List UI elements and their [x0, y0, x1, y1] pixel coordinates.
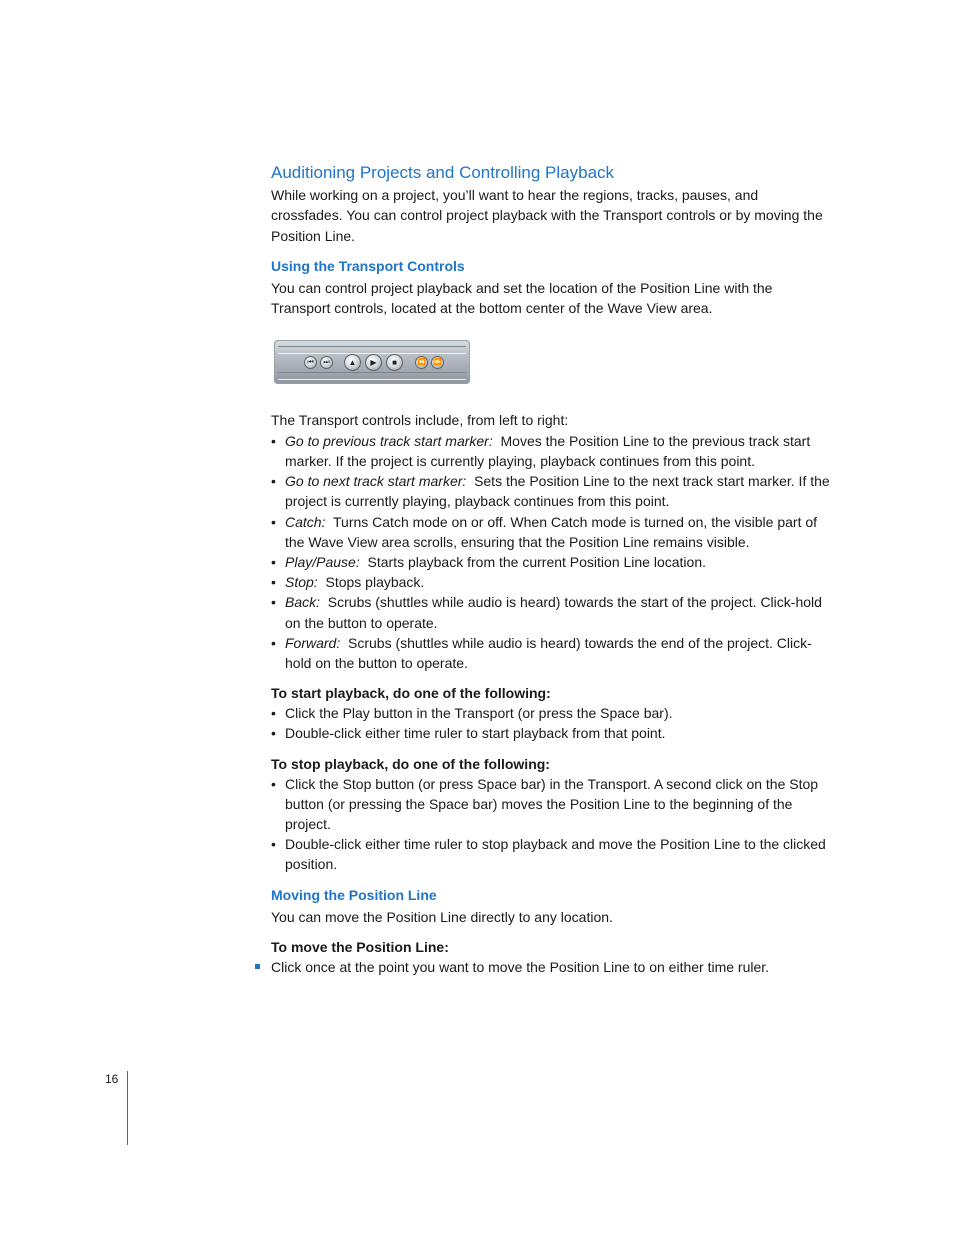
- transport-buttons: [304, 352, 447, 372]
- list-item: • Double-click either time ruler to start playback from that point.: [271, 725, 666, 742]
- forward-icon: ⏩: [431, 356, 444, 369]
- start-playback-lead: To start playback, do one of the following:: [271, 685, 551, 702]
- back-icon: ⏪: [415, 356, 428, 369]
- transport-controls-list: [271, 431, 831, 673]
- list-item: • Click the Play button in the Transport (or press the Space bar).: [271, 705, 673, 722]
- catch-icon: ▲: [344, 354, 361, 371]
- list-item: • Back: Scrubs (shuttles while audio is heard) towards the start of the project. Click-hold on the button to operate.: [271, 594, 822, 631]
- subheading-moving-position-line: Moving the Position Line: [271, 886, 437, 903]
- transport-rail-bottom: [278, 372, 466, 380]
- previous-marker-icon: ⏮: [304, 356, 317, 369]
- stop-icon: ■: [386, 354, 403, 371]
- list-item: • Stop: Stops playback.: [271, 574, 425, 591]
- list-item: • Double-click either time ruler to stop playback and move the Position Line to the clicked position.: [271, 836, 826, 873]
- list-item: • Catch: Turns Catch mode on or off. When Catch mode is turned on, the visible part of the Wave View area scrolls, ensuring that the Position Line remains visible.: [271, 513, 818, 550]
- start-playback-list: [271, 703, 831, 743]
- play-pause-icon: ▶: [365, 354, 382, 371]
- intro-paragraph: While working on a project, you’ll want to hear the regions, tracks, pauses, and crossfades. You can control project playback with the Transport controls or by moving the Position Line.: [271, 187, 823, 244]
- list-item: • Go to next track start marker: Sets the Position Line to the next track start marker. If the project is currently playing, playback continues from this point.: [271, 473, 830, 510]
- next-marker-icon: ⏭: [320, 356, 333, 369]
- transport-paragraph: You can control project playback and set the location of the Position Line with the Transport controls, located at the bottom center of the Wave View area.: [271, 279, 773, 317]
- transport-controls-figure: [274, 340, 470, 384]
- section-heading: Auditioning Projects and Controlling Playback: [271, 163, 615, 182]
- stop-playback-lead: To stop playback, do one of the following:: [271, 755, 550, 772]
- list-item: • Click the Stop button (or press Space bar) in the Transport. A second click on the Stop button (or pressing the Space bar) moves the Position Line to the beginning of the project.: [271, 775, 819, 833]
- subheading-transport-controls: Using the Transport Controls: [271, 257, 465, 274]
- step-bullet-icon: [255, 964, 260, 969]
- list-item: • Go to previous track start marker: Moves the Position Line to the previous track start marker. If the project is currently playing, playback continues from this point.: [271, 432, 811, 469]
- page-content: [271, 161, 831, 977]
- list-item: • Forward: Scrubs (shuttles while audio is heard) towards the end of the project. Click-hold on the button to operate.: [271, 634, 812, 672]
- list-item: • Play/Pause: Starts playback from the current Position Line location.: [271, 554, 707, 570]
- stop-playback-list: [271, 774, 831, 875]
- controls-list-intro: The Transport controls include, from left to right:: [271, 412, 569, 429]
- page-margin-rule: [127, 1071, 128, 1145]
- move-position-lead: To move the Position Line:: [271, 938, 449, 955]
- position-paragraph: You can move the Position Line directly to any location.: [271, 908, 613, 925]
- move-position-step: Click once at the point you want to move the Position Line to on either time ruler.: [271, 958, 770, 975]
- page-number: 16: [105, 1072, 119, 1086]
